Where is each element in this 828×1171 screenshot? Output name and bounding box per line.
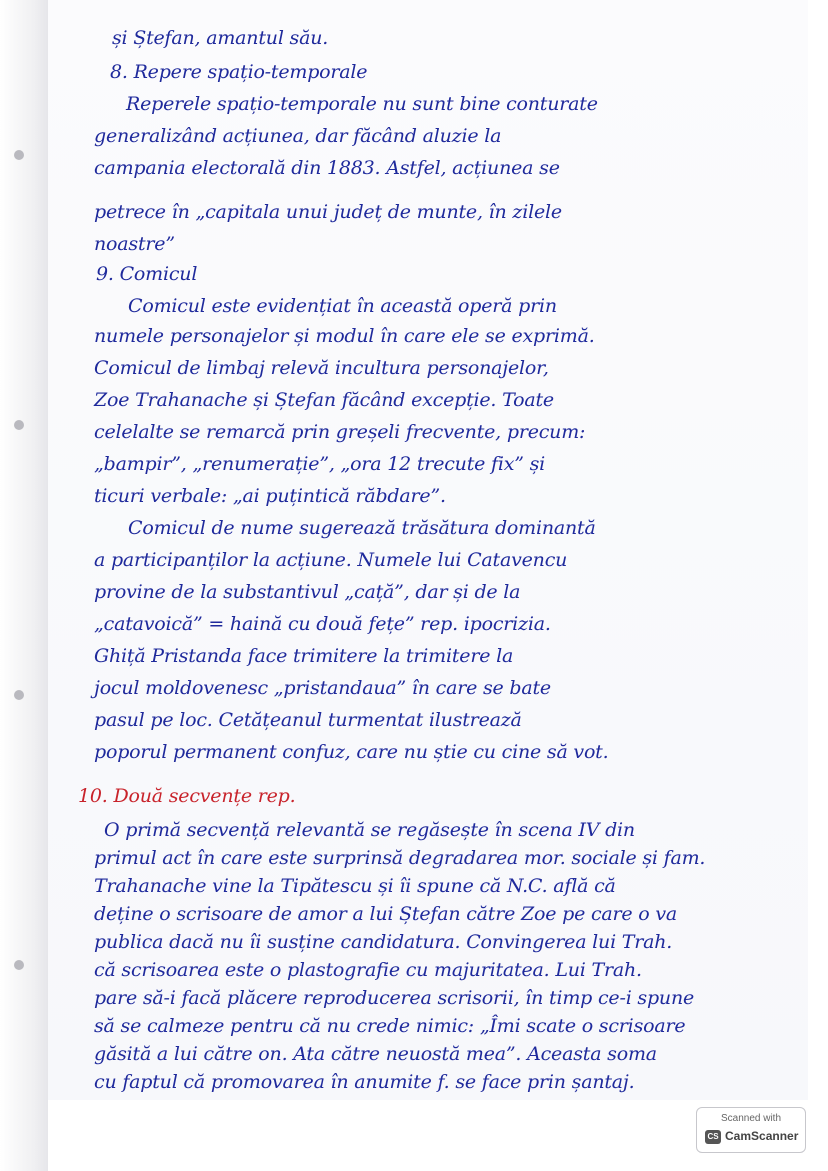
text-line: Comicul de nume sugerează trăsătura dominantă (128, 517, 596, 539)
text-line: „bampir”, „renumerație”, „ora 12 trecute fix” și (94, 453, 546, 475)
binding-hole (14, 150, 24, 160)
camscanner-watermark (696, 1107, 806, 1153)
text-line: publica dacă nu îi susține candidatura. Convingerea lui Trah. (94, 931, 673, 953)
binding-hole (14, 690, 24, 700)
text-line: primul act în care este surprinsă degradarea mor. sociale și fam. (94, 847, 706, 869)
text-line: Reperele spațio-temporale nu sunt bine conturate (126, 93, 598, 115)
text-line: Comicul de limbaj relevă incultura personajelor, (94, 357, 549, 379)
text-line: și Ștefan, amantul său. (112, 27, 329, 49)
camscanner-logo-icon: CS (705, 1130, 721, 1144)
text-line: provine de la substantivul „cață”, dar și de la (94, 581, 521, 603)
text-line: numele personajelor și modul în care ele se exprimă. (94, 325, 595, 347)
text-line: „catavoică” = haină cu două fețe” rep. ipocrizia. (94, 613, 551, 635)
text-line: campania electorală din 1883. Astfel, acțiunea se (94, 157, 560, 179)
notebook-spine (0, 0, 48, 1171)
text-line: pare să-i facă plăcere reproducerea scrisorii, în timp ce-i spune (94, 987, 695, 1009)
section-heading-secvente: 10. Două secvențe rep. (78, 785, 296, 807)
text-line: ticuri verbale: „ai puțintică răbdare”. (94, 485, 446, 507)
text-line: să se calmeze pentru că nu crede nimic: „Îmi scate o scrisoare (94, 1015, 686, 1037)
text-line: jocul moldovenesc „pristandaua” în care se bate (94, 677, 551, 699)
text-line: Ghiță Pristanda face trimitere la trimitere la (94, 645, 514, 667)
handwritten-notes (48, 0, 808, 1100)
text-line: petrece în „capitala unui județ de munte, în zilele (94, 201, 562, 223)
binding-hole (14, 420, 24, 430)
text-line: deține o scrisoare de amor a lui Ștefan către Zoe pe care o va (94, 903, 678, 925)
text-line: O primă secvență relevantă se regăsește în scena IV din (104, 819, 635, 841)
scanned-with-label: Scanned with (720, 1113, 782, 1124)
text-line: Comicul este evidențiat în această operă prin (128, 295, 557, 317)
section-heading-repere: 8. Repere spațio-temporale (110, 61, 368, 83)
text-line: Trahanache vine la Tipătescu și îi spune că N.C. află că (94, 875, 616, 897)
text-line: că scrisoarea este o plastografie cu majuritatea. Lui Trah. (94, 959, 642, 981)
text-line: poporul permanent confuz, care nu știe cu cine să vot. (94, 741, 609, 763)
text-line: noastre” (94, 233, 175, 255)
text-line: generalizând acțiunea, dar făcând aluzie la (94, 125, 502, 147)
text-line: Zoe Trahanache și Ștefan făcând excepție. Toate (94, 389, 554, 411)
text-line: pasul pe loc. Cetățeanul turmentat ilustrează (94, 709, 522, 731)
camscanner-name: CamScanner (725, 1129, 799, 1143)
text-line: găsită a lui către on. Ata către neuostă mea”. Aceasta soma (94, 1043, 657, 1065)
binding-hole (14, 960, 24, 970)
text-line: a participanților la acțiune. Numele lui Catavencu (94, 549, 568, 571)
text-line: celelalte se remarcă prin greșeli frecvente, precum: (94, 421, 586, 443)
section-heading-comicul: 9. Comicul (96, 263, 198, 285)
text-line: cu faptul că promovarea în anumite f. se face prin șantaj. (94, 1071, 635, 1093)
